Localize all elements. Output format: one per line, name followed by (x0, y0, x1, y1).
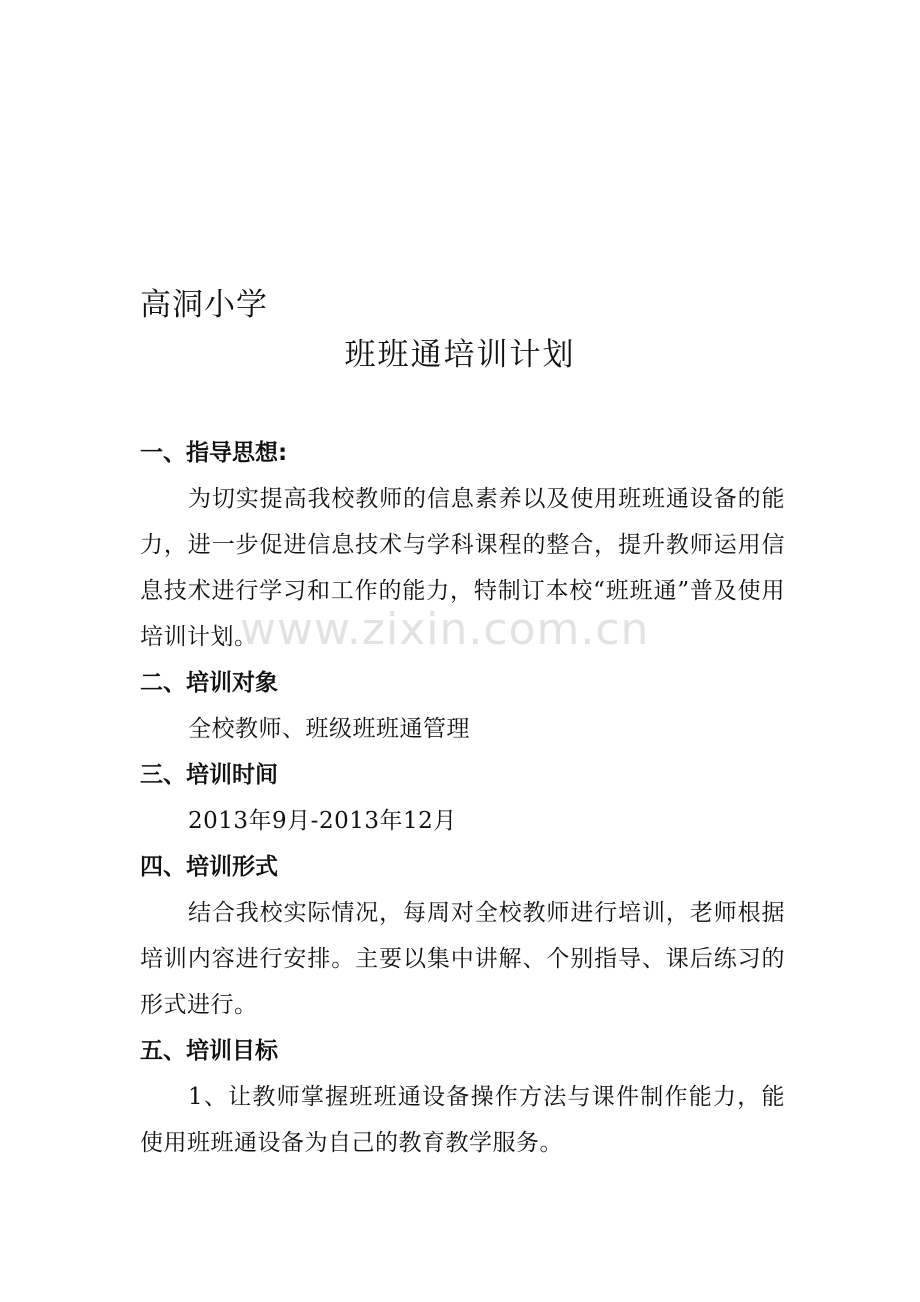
section-heading-training-target: 二、培训对象 (140, 670, 278, 696)
document-title: 班班通培训计划 (344, 337, 576, 373)
section-paragraph-training-target: 全校教师、班级班班通管理 (188, 716, 470, 742)
section-paragraph-guiding-ideology: 为切实提高我校教师的信息素养以及使用班班通设备的能力，进一步促进信息技术与学科课程的整合，提升教师运用信息技术进行学习和工作的能力，特制订本校“班班通”普及使用培训计划。 (140, 486, 785, 650)
section-paragraph-training-goal: 1、让教师掌握班班通设备操作方法与课件制作能力，能使用班班通设备为自己的教育教学服务。 (140, 1084, 785, 1156)
section-heading-training-form: 四、培训形式 (140, 854, 278, 880)
section-paragraph-training-form: 结合我校实际情况，每周对全校教师进行培训，老师根据培训内容进行安排。主要以集中讲解、个别指导、课后练习的形式进行。 (140, 900, 785, 1018)
document-body (140, 430, 785, 1166)
school-name: 高洞小学 (140, 287, 268, 323)
watermark: www.zixin.com.cn (240, 604, 650, 655)
section-paragraph-training-time: 2013年9月-2013年12月 (188, 808, 457, 834)
section-heading-training-goal: 五、培训目标 (140, 1038, 278, 1064)
section-heading-guiding-ideology: 一、指导思想: (140, 440, 288, 466)
section-heading-training-time: 三、培训时间 (140, 762, 278, 788)
